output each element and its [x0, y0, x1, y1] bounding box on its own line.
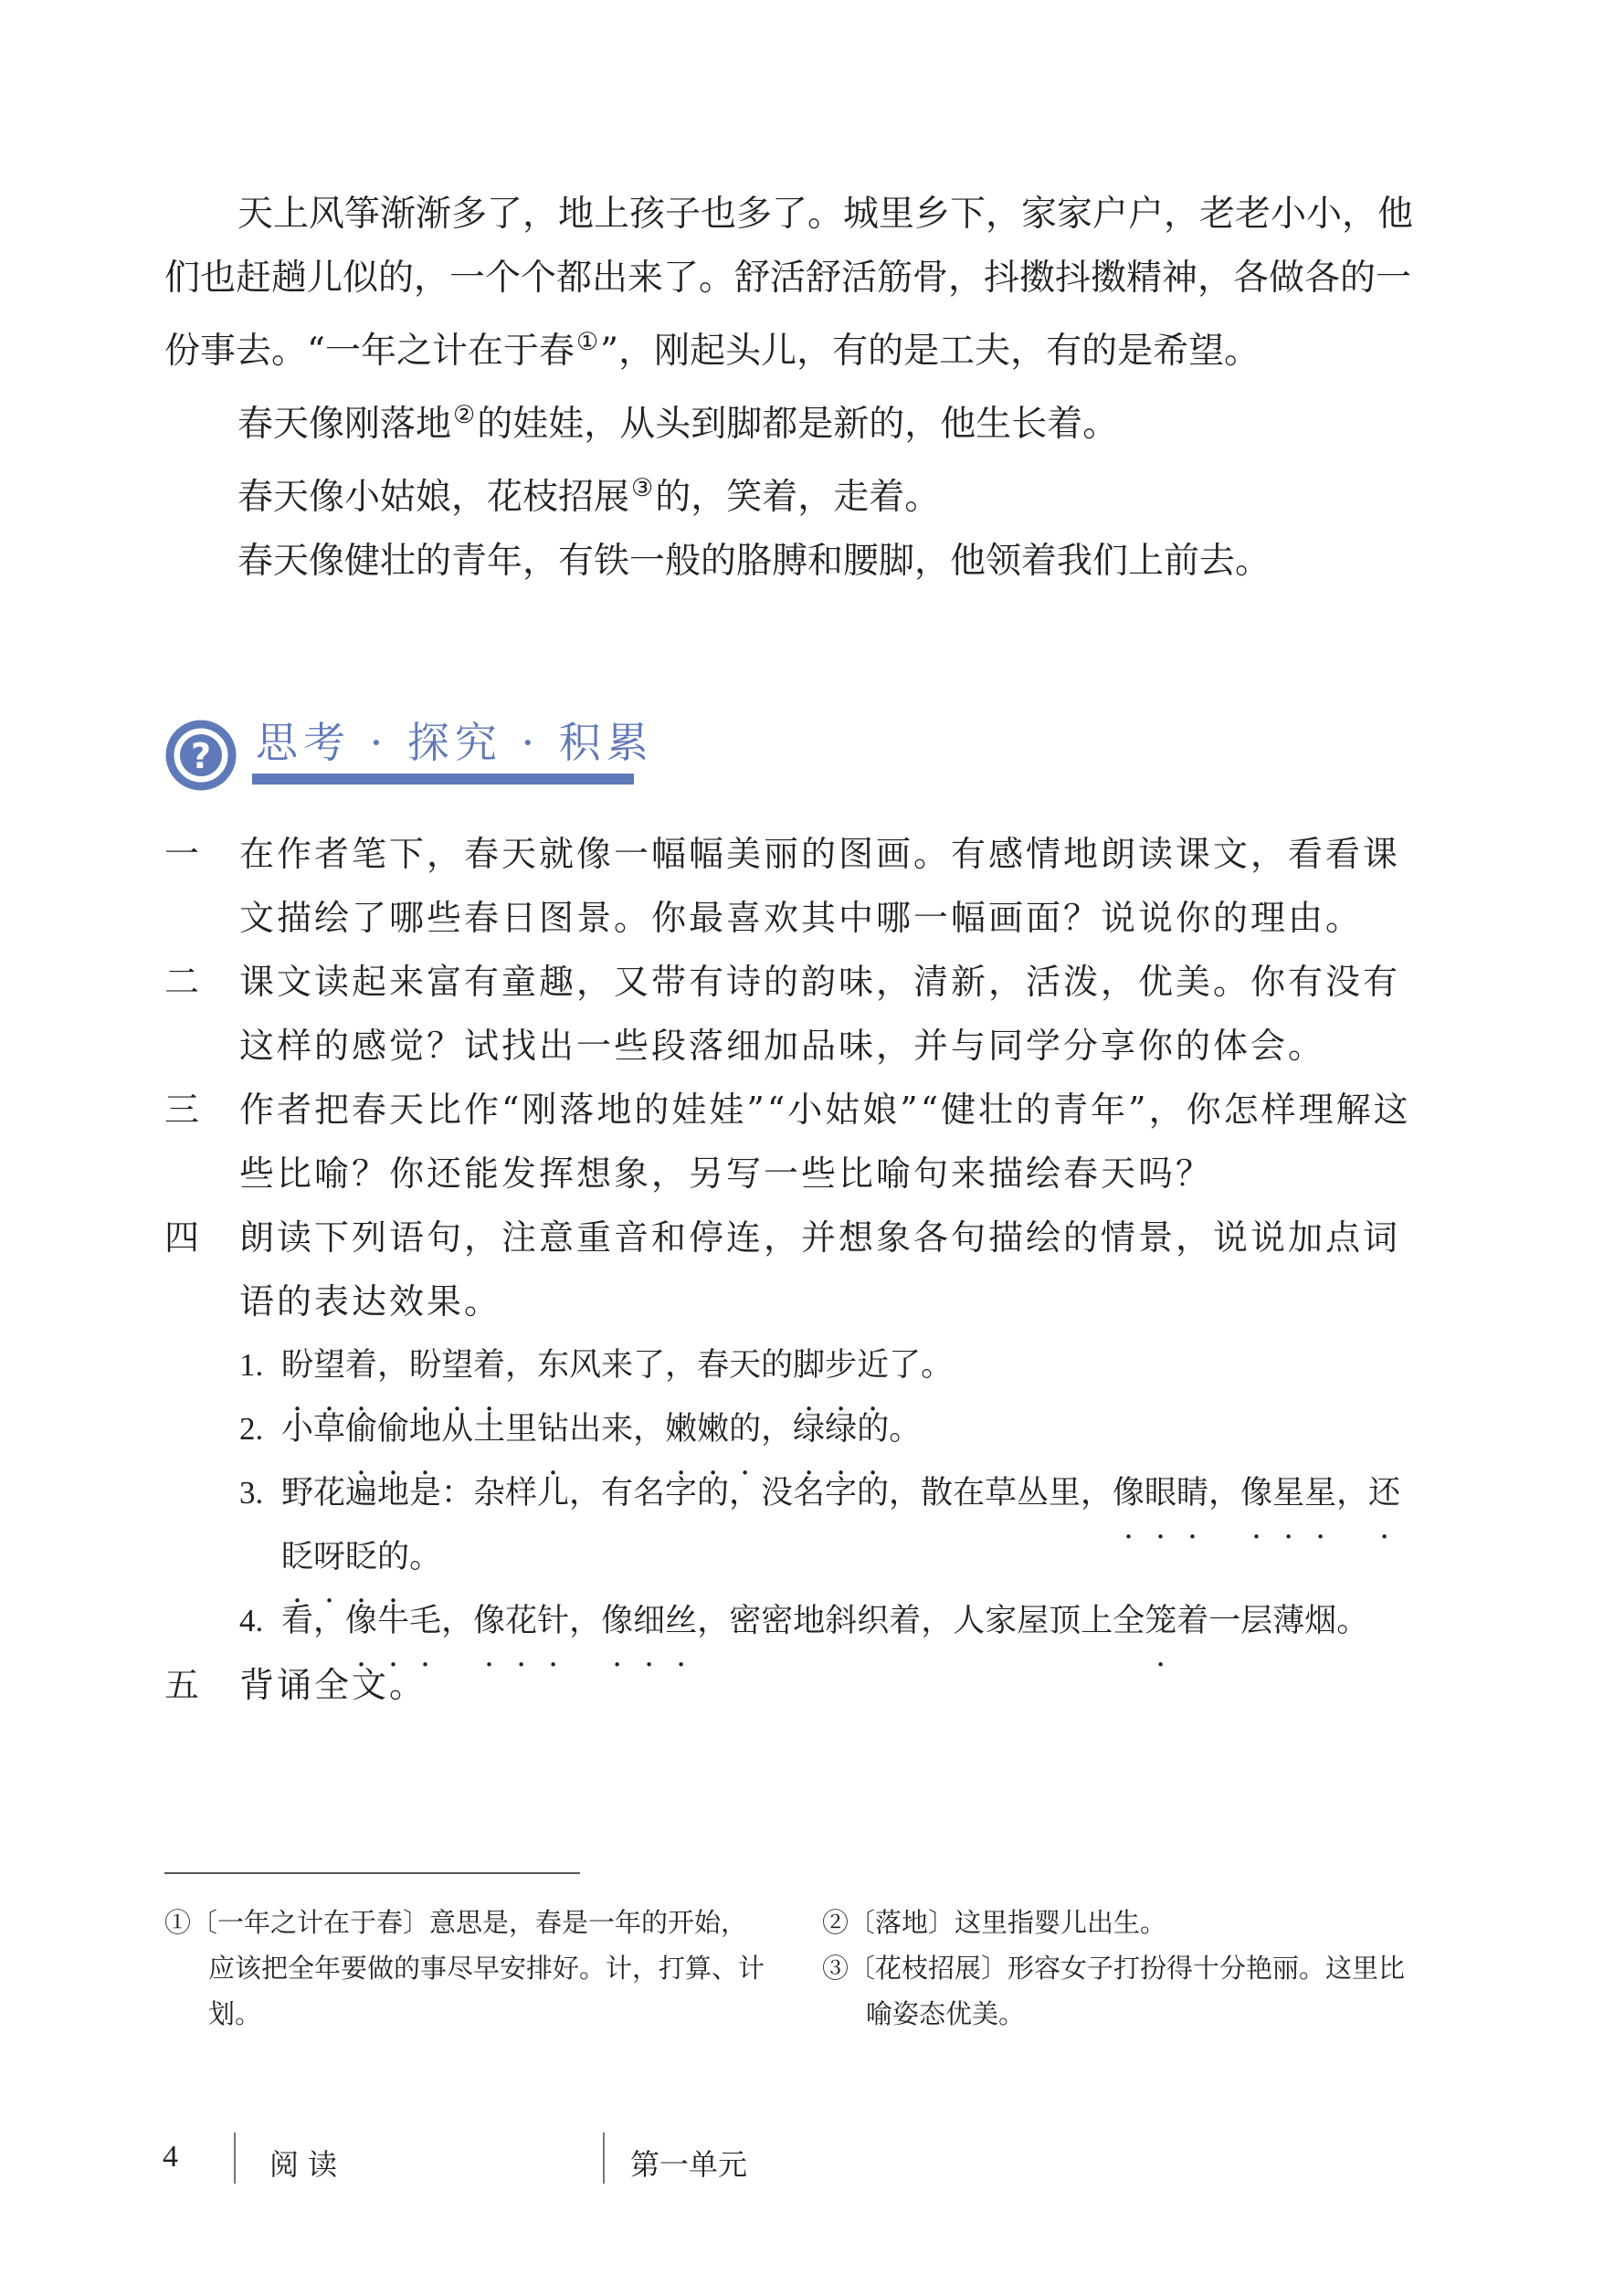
- sentence-text: 了。: [889, 1347, 954, 1384]
- emphasis-dot-char: 像: [345, 1603, 378, 1639]
- emphasized-words: [1113, 1475, 1208, 1511]
- emphasis-dot-char: 像: [1240, 1475, 1273, 1511]
- example-sentence: [239, 1397, 1416, 1461]
- exercise-item: 三 作者把春天比作“刚落地的娃娃”“小姑娘”“健壮的青年”，你怎样理解这些比喻？你还能发挥想象，另写一些比喻句来描绘春天吗？: [164, 1090, 1411, 1194]
- section-title: 思考 · 探究 · 积累: [256, 718, 654, 767]
- emphasized-words: [793, 1347, 889, 1384]
- paragraph: 春天像刚落地②的娃娃，从头到脚都是新的，他生长着。: [237, 401, 1119, 445]
- footnote: ③〔花枝招展〕形容女子打扮得十分艳丽。这里比喻姿态优美。: [822, 1953, 1406, 2029]
- emphasized-words: [665, 1411, 761, 1448]
- emphasis-dot-char: 的: [729, 1411, 762, 1448]
- exercise-item: 四 朗读下列语句，注意重音和停连，并想象各句描绘的情景，说说加点词语的表达效果。: [164, 1217, 1401, 1322]
- emphasis-dot-char: 针: [537, 1603, 570, 1639]
- emphasis-dot-char: 着: [473, 1347, 506, 1384]
- sentence-text: 着一层薄烟。: [1176, 1603, 1369, 1639]
- emphasis-dot-char: 眨: [281, 1539, 314, 1575]
- emphasis-dot-char: 盼: [409, 1347, 442, 1384]
- sentence-text: 小草: [281, 1411, 346, 1448]
- emphasis-dot-char: 像: [601, 1603, 634, 1639]
- emphasized-words: [281, 1347, 377, 1384]
- footer-unit: 第一单元: [630, 2147, 748, 2182]
- question-circle-icon: [164, 719, 237, 792]
- emphasis-dot-char: 丝: [665, 1603, 698, 1639]
- sentence-number: 3.: [239, 1475, 264, 1511]
- emphasized-words: [409, 1347, 505, 1384]
- emphasis-dot-char: 笼: [1145, 1603, 1177, 1639]
- sentence-text: 从土里: [441, 1411, 538, 1448]
- sentence-text: ，: [441, 1603, 474, 1639]
- footer-divider: [234, 2133, 236, 2184]
- exercise-item: 二 课文读起来富有童趣，又带有诗的韵味，清新，活泼，优美。你有没有这样的感觉？试找出一些段落细加品味，并与同学分享你的体会。: [164, 962, 1401, 1066]
- sentence-text: 看，: [281, 1603, 346, 1639]
- example-sentences: [164, 1333, 1416, 1653]
- emphasized-words: [537, 1411, 569, 1448]
- paragraph: 春天像健壮的青年，有铁一般的胳膊和腰脚，他领着我们上前去。: [237, 541, 1271, 582]
- emphasis-dot-char: 细: [633, 1603, 666, 1639]
- sentence-text: 。: [409, 1539, 442, 1575]
- emphasis-dot-char: 嫩: [665, 1411, 698, 1448]
- sentence-text: 。: [889, 1411, 922, 1448]
- emphasis-dot-char: 像: [1113, 1475, 1145, 1511]
- emphasis-dot-char: 望: [313, 1347, 346, 1384]
- exercise-item: 五 背诵全文。: [164, 1665, 427, 1705]
- emphasis-dot-char: 睛: [1176, 1475, 1209, 1511]
- footnote-marker: ①: [575, 328, 599, 356]
- sentence-number: 1.: [239, 1347, 264, 1383]
- emphasis-dot-char: 钻: [537, 1411, 570, 1448]
- footnote-marker: ③: [631, 474, 654, 502]
- emphasis-dot-char: 呀: [313, 1539, 346, 1575]
- example-sentence: [239, 1589, 1416, 1653]
- example-sentence: [239, 1333, 1416, 1397]
- emphasis-dot-char: 眼: [1145, 1475, 1177, 1511]
- sentence-text: 野花遍地是：杂样儿，有名字的，没名字的，散在草丛里，: [281, 1475, 1113, 1511]
- emphasis-dot-char: 的: [377, 1539, 410, 1575]
- emphasis-dot-char: 花: [505, 1603, 538, 1639]
- sentence-text: ，: [377, 1347, 410, 1384]
- exercise-list: [164, 822, 1416, 1717]
- sentence-number: 2.: [239, 1411, 264, 1447]
- emphasized-words: [345, 1411, 441, 1448]
- sentence-text: ，东风来了，春天的: [505, 1347, 794, 1384]
- emphasized-words: [1145, 1603, 1176, 1639]
- emphasis-dot-char: 近: [857, 1347, 890, 1384]
- footnote: ①〔一年之计在于春〕意思是，春是一年的开始，应该把全年要做的事尽早安排好。计，打算、计划。: [164, 1907, 765, 2029]
- emphasized-words: [1240, 1475, 1336, 1511]
- emphasis-dot-char: 着: [345, 1347, 378, 1384]
- sentence-number: 4.: [239, 1603, 264, 1638]
- footnotes-left: [164, 1900, 767, 2037]
- page-number: 4: [163, 2140, 178, 2174]
- emphasis-dot-char: 偷: [345, 1411, 378, 1448]
- section-underline: [252, 774, 634, 785]
- sentence-text: 出来，: [569, 1411, 666, 1448]
- footnote-marker: ②: [453, 401, 476, 429]
- section-heading: [164, 708, 654, 790]
- emphasis-dot-char: 星: [1304, 1475, 1337, 1511]
- emphasis-dot-char: 眨: [345, 1539, 378, 1575]
- sentence-text: ，: [1208, 1475, 1241, 1511]
- svg-text:?: ?: [190, 736, 212, 776]
- emphasis-dot-char: 盼: [281, 1347, 314, 1384]
- emphasis-dot-char: 像: [473, 1603, 506, 1639]
- emphasis-dot-char: 望: [441, 1347, 474, 1384]
- emphasis-dot-char: 步: [825, 1347, 858, 1384]
- exercise-item: 一 在作者笔下，春天就像一幅幅美丽的图画。有感情地朗读课文，看看课文描绘了哪些春日图景。你最喜欢其中哪一幅画面？说说你的理由。: [164, 834, 1401, 938]
- example-sentence: [239, 1461, 1416, 1589]
- emphasis-dot-char: 绿: [825, 1411, 858, 1448]
- paragraph: 春天像小姑娘，花枝招展③的，笑着，走着。: [237, 474, 941, 518]
- emphasized-words: [601, 1603, 697, 1639]
- footnotes-right: [822, 1900, 1425, 2037]
- footer-divider: [603, 2133, 605, 2184]
- page-footer: [0, 2133, 1614, 2187]
- sentence-text: ，: [761, 1411, 794, 1448]
- emphasis-dot-char: 星: [1272, 1475, 1305, 1511]
- sentence-text: ，: [569, 1603, 602, 1639]
- emphasis-dot-char: 嫩: [697, 1411, 730, 1448]
- emphasis-dot-char: 脚: [793, 1347, 826, 1384]
- sentence-text: ，: [1336, 1475, 1369, 1511]
- emphasis-dot-char: 地: [409, 1411, 442, 1448]
- lesson-text: [164, 183, 1416, 594]
- emphasis-dot-char: 偷: [377, 1411, 410, 1448]
- emphasis-dot-char: 毛: [409, 1603, 442, 1639]
- emphasis-dot-char: 绿: [793, 1411, 826, 1448]
- sentence-text: ，密密地斜织着，人家屋顶上全: [697, 1603, 1145, 1639]
- paragraph: 天上风筝渐渐多了，地上孩子也多了。城里乡下，家家户户，老老小小，他们也赶趟儿似的，一个个都出来了。舒活舒活筋骨，抖擞抖擞精神，各做各的一份事去。“一年之计在于春①”，刚起头儿，有的是工夫，有的是希望。: [164, 194, 1414, 372]
- emphasized-words: [793, 1411, 889, 1448]
- emphasis-dot-char: 牛: [377, 1603, 410, 1639]
- emphasized-words: [473, 1603, 569, 1639]
- footnote: ②〔落地〕这里指婴儿出生。: [822, 1907, 1167, 1938]
- footer-section: 阅读: [269, 2147, 347, 2182]
- emphasis-dot-char: 的: [857, 1411, 890, 1448]
- emphasized-words: [345, 1603, 441, 1639]
- emphasis-dot-char: 还: [1368, 1475, 1401, 1511]
- footnote-divider: [164, 1872, 580, 1874]
